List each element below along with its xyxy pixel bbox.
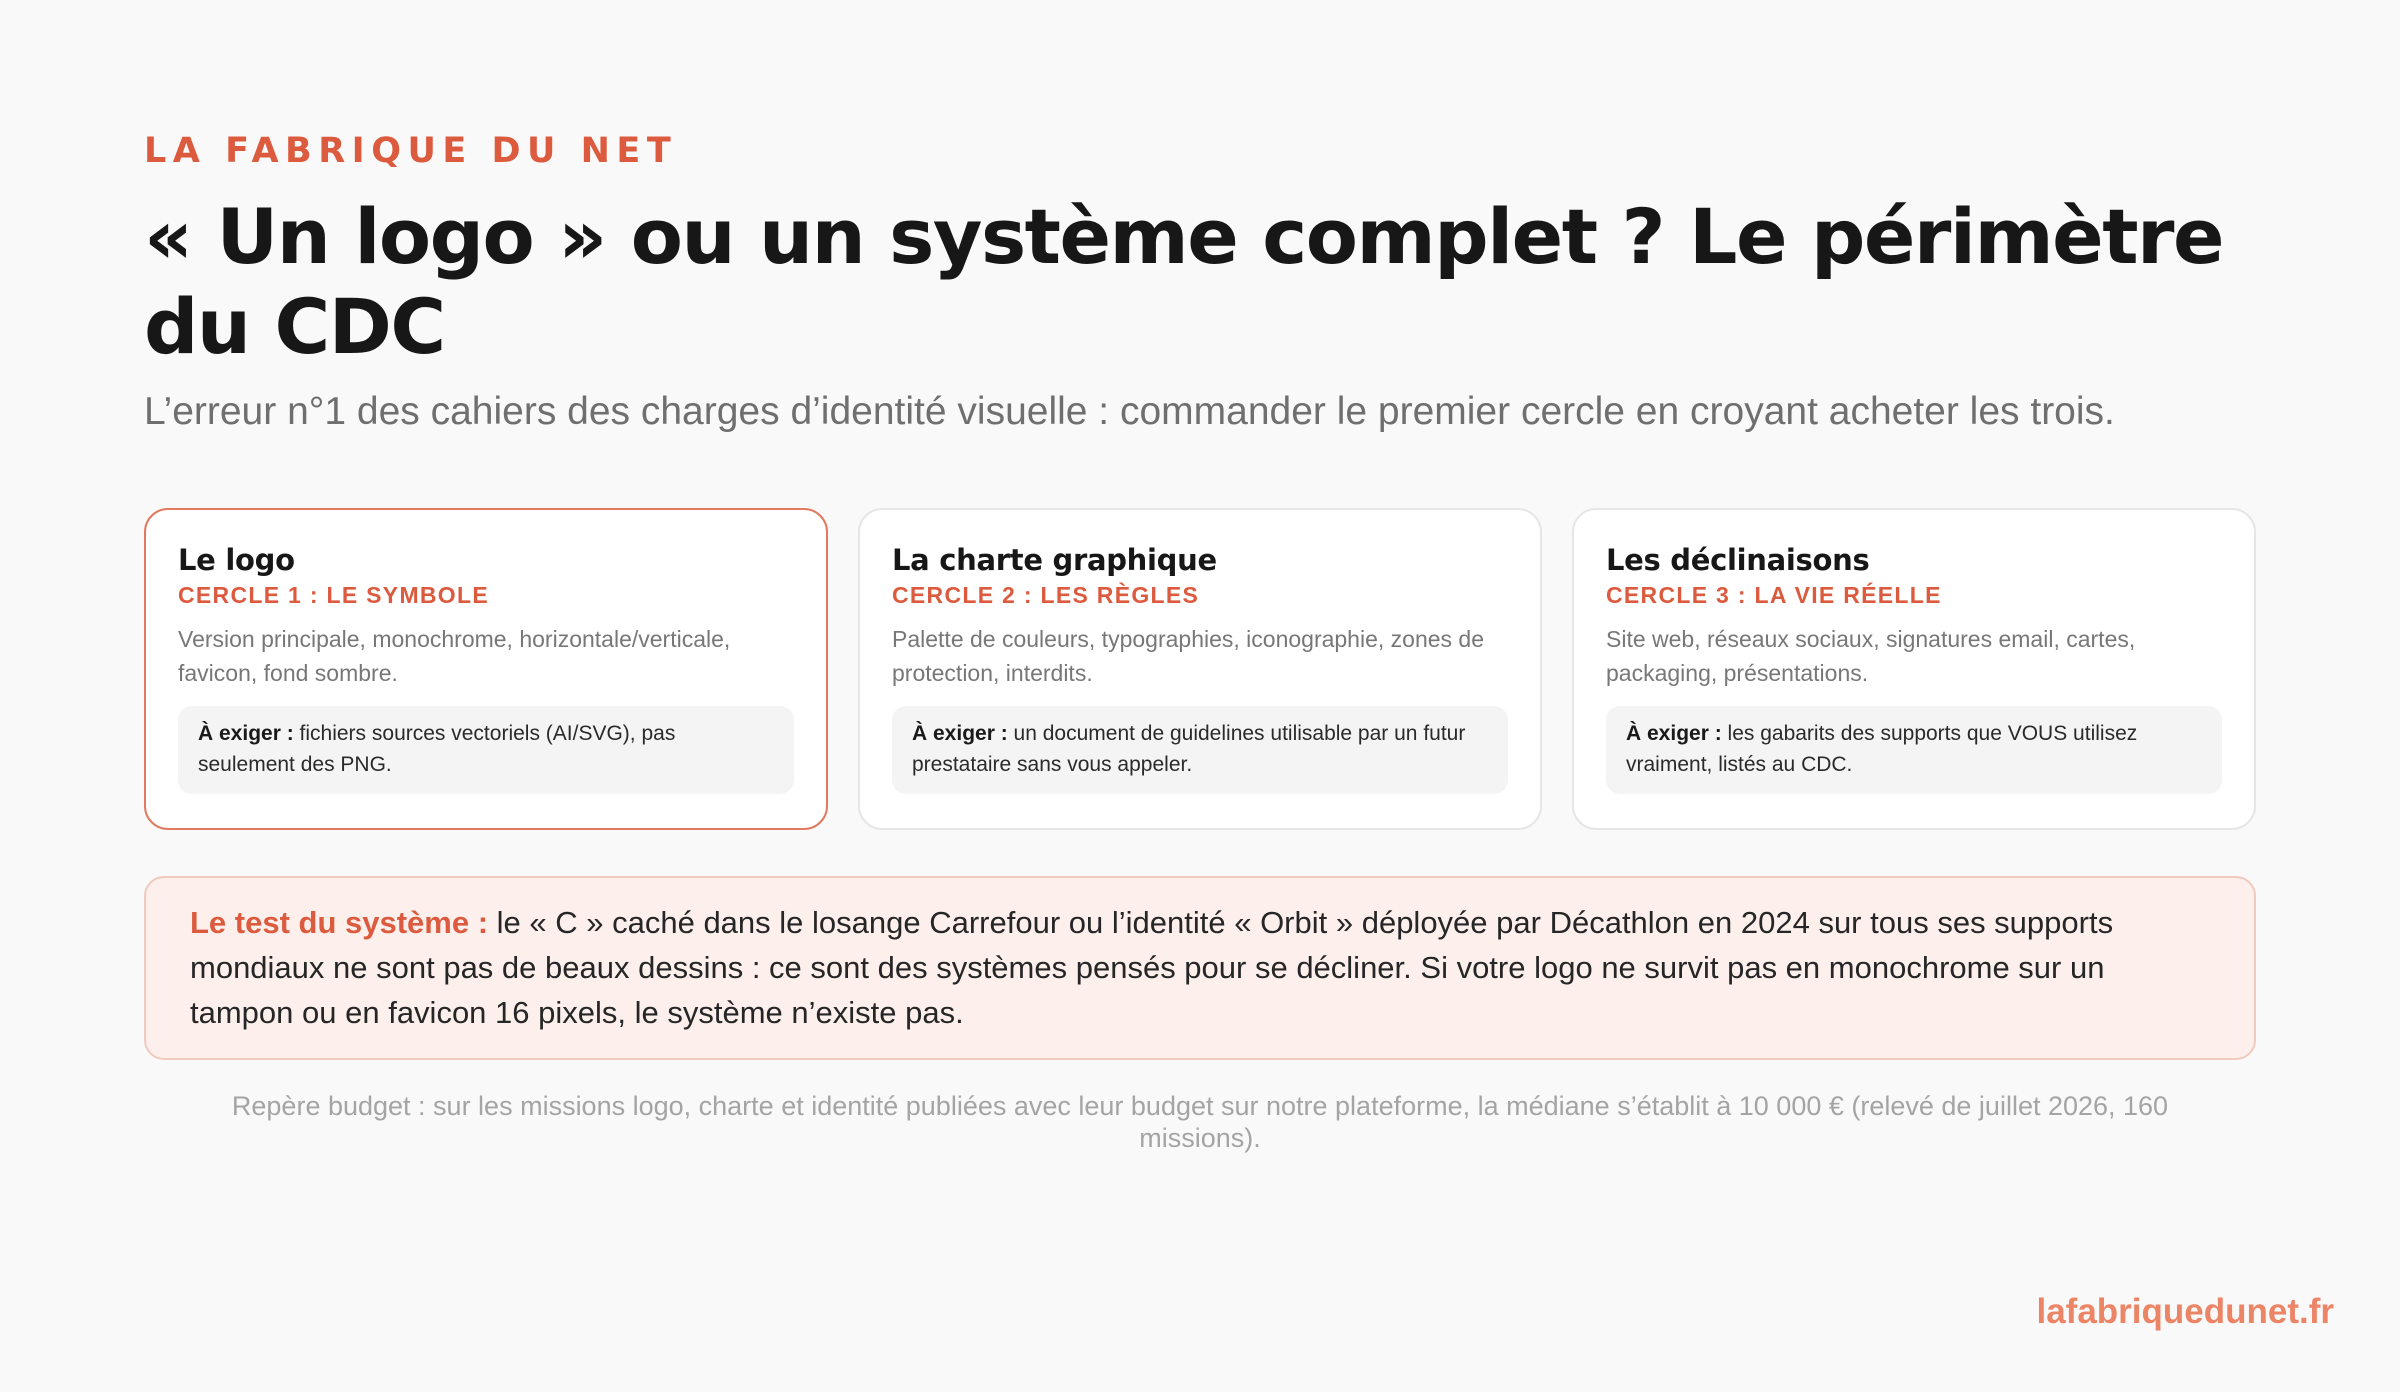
- brand-name: LA FABRIQUE DU NET: [144, 131, 678, 171]
- card-logo: [144, 508, 828, 830]
- card-circle-label: CERCLE 3 : LA VIE RÉELLE: [1606, 582, 1942, 608]
- page-content: [144, 126, 2256, 1154]
- site-url: lafabriquedunet.fr: [2036, 1292, 2334, 1331]
- budget-footnote: Repère budget : sur les missions logo, charte et identité publiées avec leur budget sur notre plateforme, la médiane s’établit à 10 000 € (relevé de juillet 2026, 160 missions).: [231, 1091, 2169, 1153]
- requirement-text: un document de guidelines utilisable par un futur prestataire sans vous appeler.: [912, 722, 1466, 776]
- requirement-text: fichiers sources vectoriels (AI/SVG), pas seulement des PNG.: [198, 722, 676, 776]
- card-description: Version principale, monochrome, horizontale/verticale, favicon, fond sombre.: [178, 626, 731, 686]
- callout-label: Le test du système :: [190, 905, 489, 940]
- card-title: Les déclinaisons: [1606, 543, 1870, 577]
- card-requirement: [178, 706, 794, 794]
- requirement-label: À exiger :: [198, 722, 294, 745]
- card-description: Site web, réseaux sociaux, signatures email, cartes, packaging, présentations.: [1606, 626, 2136, 686]
- callout-text: le « C » caché dans le losange Carrefour ou l’identité « Orbit » déployée par Décathlon en 2024 sur tous ses supports mondiaux ne sont pas de beaux dessins : ce sont des systèmes pensés pour se décliner. Si votre logo ne survit pas en monochrome sur un tampon ou en favicon 16 pixels, le système n’existe pas.: [190, 905, 2114, 1030]
- page-subtitle: L’erreur n°1 des cahiers des charges d’identité visuelle : commander le premier cercle en croyant acheter les trois.: [144, 390, 2115, 433]
- card-requirement: [892, 706, 1508, 794]
- requirement-text: les gabarits des supports que VOUS utilisez vraiment, listés au CDC.: [1626, 722, 2138, 776]
- card-charte-graphique: [858, 508, 1542, 830]
- card-circle-label: CERCLE 1 : LE SYMBOLE: [178, 582, 489, 608]
- card-requirement: [1606, 706, 2222, 794]
- requirement-label: À exiger :: [912, 722, 1008, 745]
- card-circle-label: CERCLE 2 : LES RÈGLES: [892, 582, 1200, 608]
- page-title: « Un logo » ou un système complet ? Le périmètre du CDC: [144, 192, 2224, 371]
- circle-cards: [144, 508, 2256, 830]
- card-declinaisons: [1572, 508, 2256, 830]
- requirement-label: À exiger :: [1626, 722, 1722, 745]
- card-title: Le logo: [178, 543, 295, 577]
- system-test-callout: [144, 876, 2256, 1060]
- card-title: La charte graphique: [892, 543, 1217, 577]
- card-description: Palette de couleurs, typographies, iconographie, zones de protection, interdits.: [892, 626, 1485, 686]
